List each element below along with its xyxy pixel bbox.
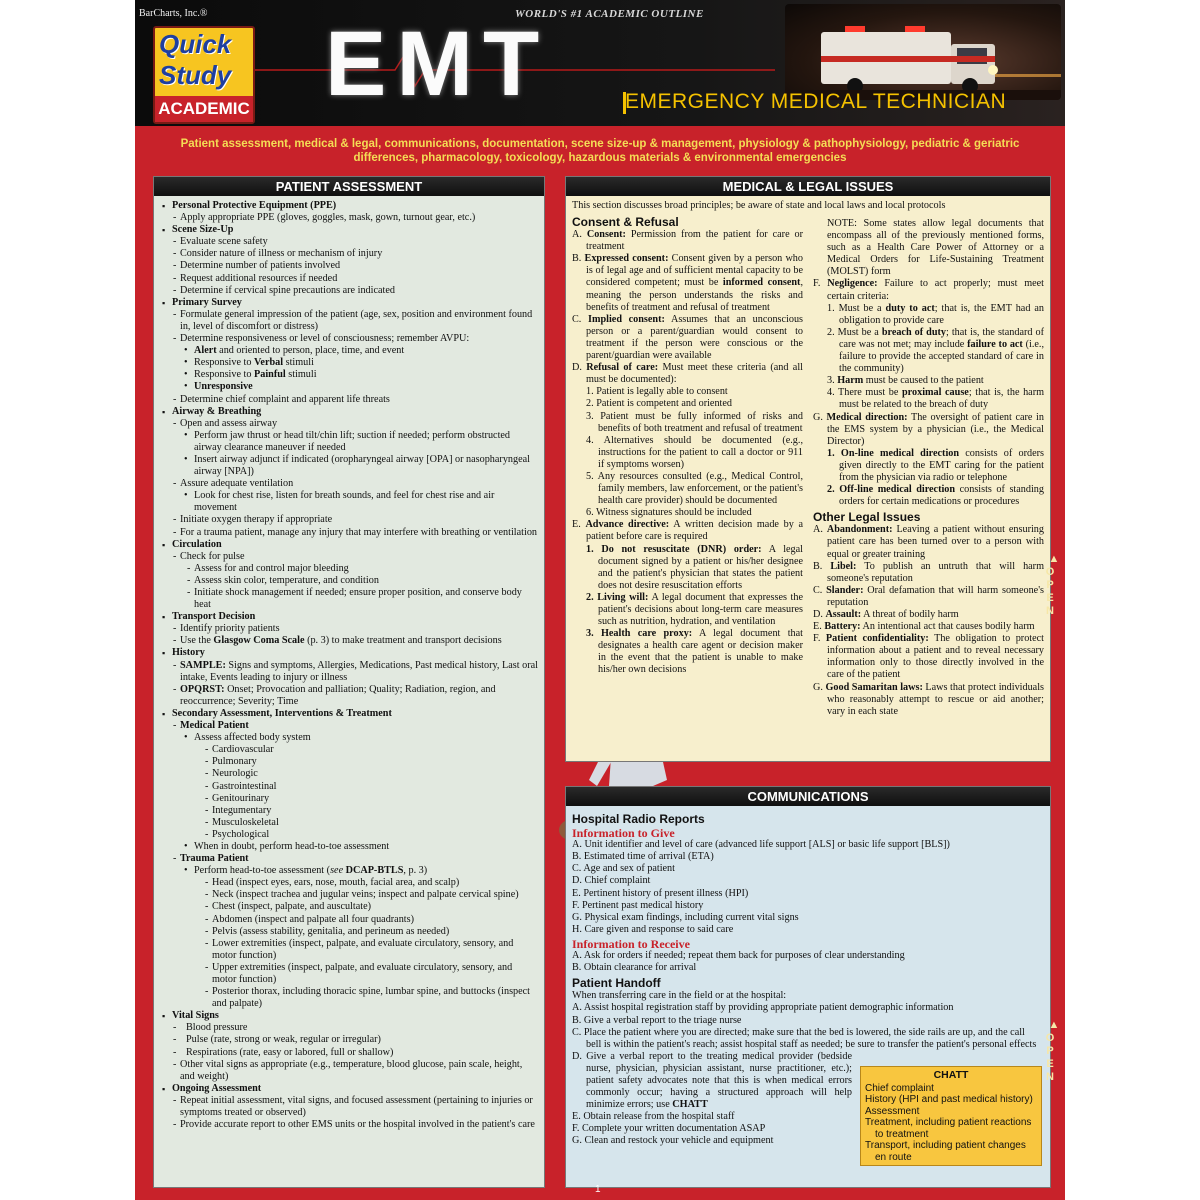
list-item: - Upper extremities (inspect, palpate, and evaluate circulatory, sensory, and motor function): [204, 962, 538, 986]
list-item: H. Care given and response to said care: [572, 923, 734, 935]
list-item: [160, 708, 538, 1010]
list-item: [813, 412, 1044, 448]
item-letter: B.: [813, 560, 823, 572]
list-item: [572, 229, 803, 253]
list-item: - Integumentary: [204, 805, 538, 817]
panel-heading: MEDICAL & LEGAL ISSUES: [566, 177, 1050, 196]
list-item: [572, 253, 803, 313]
list-item: - Consider nature of illness or mechanism of injury: [172, 248, 538, 260]
term: Libel:: [830, 560, 857, 572]
list-item: 3. Patient must be fully informed of risks and benefits of both treatment and refusal of treatment: [586, 410, 803, 434]
patient-assessment-panel: [153, 176, 545, 1188]
list-item: [813, 609, 1044, 621]
list-item: [572, 362, 803, 386]
subsection-heading: Information to Receive: [572, 936, 690, 951]
item-text: Permission from the patient for care or treatment: [586, 229, 804, 253]
list-item: [172, 853, 538, 1010]
list-item: [172, 720, 538, 853]
item-text: stimuli: [285, 369, 317, 381]
item-text: , p. 3): [403, 865, 428, 877]
item-text: The obligation to protect information about a patient and to reveal necessary information only to those directly involved in the care of the patient: [827, 633, 1044, 681]
open-label: OPEN: [1044, 1032, 1056, 1084]
item-text: stimuli: [283, 357, 314, 369]
item-text: Determine responsiveness or level of consciousness; remember AVPU:: [180, 333, 470, 345]
section-heading: Vital Signs: [172, 1010, 219, 1022]
note: NOTE: Some states allow legal documents that encompass all of the previously mentioned forms, such as a Health Care Power of Attorney or a Medical Orders for Life-Sustaining Treatment (MOLST) form: [827, 218, 1044, 278]
list-item: - Gastrointestinal: [204, 781, 538, 793]
chatt-callout: [860, 1066, 1042, 1166]
item-text: ; that is, the harm must be related to the breach of duty: [839, 387, 1045, 411]
panel-heading: COMMUNICATIONS: [566, 787, 1050, 806]
open-fold-marker: [1043, 552, 1065, 618]
list-item: - Determine number of patients involved: [172, 260, 538, 272]
list-item: • Look for chest rise, listen for breath sounds, and feel for chest rise and air movement: [180, 490, 538, 514]
list-item: - Initiate shock management if needed; ensure proper position, and conserve body heat: [186, 587, 538, 611]
section-heading: Consent & Refusal: [572, 215, 679, 229]
item-letter: E.: [813, 621, 822, 633]
list-item: - Posterior thorax, including thoracic spine, lumbar spine, and buttocks (inspect and palpate): [204, 986, 538, 1010]
item-letter: G.: [813, 411, 823, 423]
section-intro: When transferring care in the field or at the hospital:: [572, 990, 787, 1002]
list-item: [160, 224, 538, 297]
list-item: [572, 544, 803, 592]
list-item: E. Obtain release from the hospital staff: [572, 1111, 735, 1123]
term: 3. Health care proxy:: [586, 628, 693, 640]
term: Medical direction:: [826, 411, 908, 423]
item-text: Must meet these criteria (and all must be documented):: [586, 362, 803, 386]
quick-study-logo: [153, 26, 255, 124]
term: Battery:: [824, 621, 861, 633]
logo-line-academic: ACADEMIC: [155, 96, 253, 122]
list-item: F. Pertinent past medical history: [572, 899, 704, 911]
term: informed consent: [722, 277, 801, 289]
term: 1. Do not resuscitate (DNR) order:: [586, 543, 762, 555]
item-text: Check for pulse: [180, 550, 245, 562]
list-item: A. Assist hospital registration staff by providing appropriate patient demographic information: [572, 1002, 954, 1014]
list-item: [813, 682, 1044, 718]
list-item: [172, 333, 538, 393]
list-item: B. Give a verbal report to the triage nurse: [572, 1014, 742, 1026]
term: Advance directive:: [585, 519, 670, 531]
item-text: Responsive to: [194, 369, 254, 381]
item-letter: B.: [572, 253, 582, 265]
mnemonic: DCAP-BTLS: [345, 865, 404, 877]
list-item: A. Ask for orders if needed; repeat them back for purposes of clear understanding: [572, 950, 905, 962]
term: Slander:: [826, 584, 864, 596]
item-text: see: [330, 865, 344, 877]
topics-summary: Patient assessment, medical & legal, communications, documentation, scene size-up & management, physiology & pathophysiology, pediatric & geriatric differences, pharmacology, toxicology, hazardous materials & environmental emergencies: [180, 138, 1020, 164]
list-item: 4. Alternatives should be documented (e.g., instructions for the patient to call a doctor or 911 if symptoms worsen): [586, 434, 803, 470]
callout-title: CHATT: [933, 1069, 969, 1081]
item-letter: E.: [572, 519, 581, 531]
list-item: - Abdomen (inspect and palpate all four quadrants): [204, 914, 538, 926]
list-item: [572, 592, 803, 628]
item-text: , meaning the person understands the risks and benefits of treatment and refusal of treatment: [586, 277, 803, 313]
list-item: - Musculoskeletal: [204, 817, 538, 829]
item-text: consists of orders given directly to the EMT caring for the patient from the physician via radio or telephone: [839, 447, 1044, 483]
term: Abandonment:: [826, 524, 893, 536]
section-intro: This section discusses broad principles; be aware of state and local laws and local protocols: [572, 200, 946, 211]
callout-item: Treatment, including patient reactions: [865, 1117, 1032, 1128]
list-item: - Repeat initial assessment, vital signs, and focused assessment (pertaining to injuries or symptoms treated or observed): [172, 1095, 538, 1119]
list-item: [172, 660, 538, 684]
mnemonic: SAMPLE:: [180, 659, 226, 671]
list-item: - Psychological: [204, 829, 538, 841]
list-item: [160, 1010, 538, 1083]
list-item: - Formulate general impression of the patient (age, sex, position and environment found in, level of discomfort or distress): [172, 309, 538, 333]
subsection-heading: Trauma Patient: [180, 853, 249, 865]
list-item: [160, 611, 538, 647]
list-item: [813, 375, 1044, 387]
term: Assault:: [825, 609, 862, 620]
item-text: Leaving a patient without ensuring patient care has been turned over to a person with equal or greater training: [827, 524, 1044, 560]
item-text: Assumes that an unconscious person or a parent/guardian would consent to treatment if the person were conscious or the parent/guardian were available: [586, 313, 804, 362]
list-item: [813, 303, 1044, 327]
medical-legal-panel: [565, 176, 1051, 762]
list-item: [813, 278, 1044, 302]
logo-line-study: Study: [159, 60, 232, 90]
callout-item: Assessment: [865, 1105, 920, 1117]
list-item: [160, 406, 538, 539]
list-item: - Initiate oxygen therapy if appropriate: [172, 514, 538, 526]
section-heading: Patient Handoff: [572, 976, 661, 991]
section-heading: Scene Size-Up: [172, 224, 234, 236]
ambulance-photo: [785, 4, 1061, 100]
medical-legal-left-column: [572, 213, 803, 718]
term: Good Samaritan laws:: [825, 681, 923, 693]
item-letter: C.: [572, 313, 582, 325]
list-item: 1. Patient is legally able to consent: [586, 386, 728, 398]
item-text: 1. Must be a: [827, 302, 886, 314]
page-title: EMT: [325, 13, 550, 115]
list-item: [172, 684, 538, 708]
list-item: 5. Any resources consulted (e.g., Medical Control, family members, law enforcement, or the patient's health care provider) should be documented: [586, 470, 803, 507]
item-letter: D.: [572, 362, 582, 374]
list-item: B. Obtain clearance for arrival: [572, 962, 697, 974]
term: Implied consent:: [588, 313, 665, 325]
list-item: • Insert airway adjunct if indicated (oropharyngeal airway [OPA] or nasopharyngeal airway [NPA]): [180, 454, 538, 478]
item-text: A legal document signed by a patient or his/her designee and the patient's physician that states the patient does not desire resuscitation efforts: [598, 543, 804, 591]
mnemonic: OPQRST:: [180, 683, 225, 695]
list-item: - Assess for and control major bleeding: [186, 563, 538, 575]
list-item: [572, 1051, 852, 1111]
list-item: [572, 519, 803, 543]
list-item: G. Physical exam findings, including current vital signs: [572, 911, 799, 923]
item-text: Consent given by a person who is of legal age and of sufficient mental capacity to be considered competent; must be: [586, 253, 803, 289]
avpu-term: Verbal: [254, 357, 284, 369]
list-item: - Pulse (rate, strong or weak, regular or irregular): [172, 1034, 538, 1046]
list-item: [180, 345, 538, 357]
list-item: [813, 633, 1044, 681]
open-fold-marker: [1043, 1018, 1065, 1084]
list-item: - Identify priority patients: [172, 623, 538, 635]
item-text: Laws that protect individuals who reasonably attempt to rescue or aid another; vary in each state: [827, 681, 1045, 717]
list-item: [813, 561, 1044, 585]
section-heading: History: [172, 647, 205, 659]
list-item: [572, 628, 803, 676]
subsection-heading: Information to Give: [572, 826, 675, 841]
list-item: [160, 1083, 538, 1131]
header-banner: [135, 0, 1065, 126]
item-text: must be caused to the patient: [863, 375, 984, 387]
list-item: [172, 551, 538, 611]
list-item: - Lower extremities (inspect, palpate, and evaluate circulatory, sensory, and motor function): [204, 938, 538, 962]
list-item: G. Clean and restock your vehicle and equipment: [572, 1135, 774, 1147]
section-heading: Secondary Assessment, Interventions & Treatment: [172, 707, 392, 719]
item-text: 2. Must be a: [827, 326, 882, 338]
list-item: - Blood pressure: [172, 1022, 538, 1034]
term: proximal cause: [902, 387, 969, 399]
list-item: A. Unit identifier and level of care (advanced life support [ALS] or basic life support [BLS]): [572, 839, 950, 851]
list-item: [160, 539, 538, 612]
list-item: [180, 357, 538, 369]
panel-heading: PATIENT ASSESSMENT: [154, 177, 544, 196]
list-item: [180, 369, 538, 381]
list-item: - For a trauma patient, manage any injury that may interfere with breathing or ventilation: [172, 527, 538, 539]
caret-up-icon: ▲: [1048, 553, 1060, 565]
list-item: B. Estimated time of arrival (ETA): [572, 851, 714, 863]
callout-item: Transport, including patient changes: [865, 1140, 1026, 1151]
item-text: A written decision made by a patient before care is required: [586, 519, 803, 543]
section-heading: Other Legal Issues: [813, 510, 921, 525]
medical-legal-right-column: [813, 213, 1044, 718]
callout-item: Chief complaint: [865, 1082, 934, 1094]
list-item: - Determine chief complaint and apparent life threats: [172, 394, 538, 406]
list-item: - Neurologic: [204, 768, 538, 780]
item-letter: D.: [813, 609, 823, 620]
list-item: - Assess skin color, temperature, and condition: [186, 575, 538, 587]
item-letter: F.: [813, 633, 821, 645]
avpu-term: Unresponsive: [194, 381, 253, 393]
item-text: Signs and symptoms, Allergies, Medications, Past medical history, Last oral intake, Events leading to injury or illness: [180, 659, 538, 683]
item-text: ; that is, the standard of care was not met; may include: [839, 326, 1044, 350]
item-text: and oriented to person, place, time, and event: [216, 345, 405, 357]
section-heading: Ongoing Assessment: [172, 1082, 262, 1094]
list-item: - Evaluate scene safety: [172, 236, 538, 248]
list-item: - Request additional resources if needed: [172, 273, 538, 285]
list-item: [160, 647, 538, 707]
list-item: - Pulmonary: [204, 756, 538, 768]
subsection-heading: Medical Patient: [180, 720, 249, 732]
list-item: - Determine if cervical spine precautions are indicated: [172, 285, 538, 297]
term: Expressed consent:: [584, 253, 669, 265]
term: duty to act: [885, 302, 935, 314]
list-item: [813, 448, 1044, 484]
quick-study-sheet: [135, 0, 1065, 1200]
list-item: - Provide accurate report to other EMS units or the hospital involved in the patient's care: [172, 1119, 538, 1131]
term: CHATT: [672, 1099, 708, 1111]
avpu-term: Alert: [194, 345, 217, 357]
item-text: consists of standing orders for certain medications or procedures: [839, 484, 1044, 508]
item-text: Oral defamation that will harm someone's reputation: [827, 584, 1045, 608]
term: Consent:: [586, 229, 626, 241]
list-item: E. Pertinent history of present illness (HPI): [572, 887, 749, 899]
list-item: [813, 484, 1044, 508]
caret-up-icon: ▲: [1048, 1019, 1060, 1031]
item-text: Responsive to: [194, 357, 254, 369]
list-item: [172, 635, 538, 647]
list-item: - Pelvis (assess stability, genitalia, and perineum as needed): [204, 926, 538, 938]
item-text: D. Give a verbal report to the treating medical provider (bedside nurse, physician, physician assistant, nurse practitioner, etc.); patient safety advocates note that this is when medical errors commonly occur; having a structured approach will help minimize errors; use: [572, 1050, 852, 1111]
item-text: 4. There must be: [827, 387, 903, 399]
list-item: [160, 297, 538, 406]
ambulance-icon: [785, 4, 1061, 100]
item-text: Open and assess airway: [180, 417, 278, 429]
item-text: An intentional act that causes bodily harm: [860, 621, 1035, 633]
list-item: [180, 381, 538, 393]
item-letter: F.: [813, 278, 821, 290]
avpu-term: Painful: [254, 369, 286, 381]
list-item: [180, 732, 538, 841]
term: Harm: [837, 375, 864, 387]
list-item: • When in doubt, perform head-to-toe assessment: [180, 841, 538, 853]
item-text: ; that is, the EMT had an obligation to provide care: [839, 302, 1044, 326]
list-item: [172, 478, 538, 514]
list-item: - Head (inspect eyes, ears, nose, mouth, facial area, and scalp): [204, 877, 538, 889]
publisher-name: BarCharts, Inc.®: [139, 8, 208, 19]
item-text: Assess affected body system: [194, 732, 311, 744]
item-letter: A.: [572, 229, 582, 241]
section-heading: Primary Survey: [172, 296, 242, 308]
item-text: A legal document that expresses the patient's decisions about long-term care measures such as nutrition, hydration, and ventilation: [598, 591, 803, 628]
gcs-term: Glasgow Coma Scale: [213, 635, 305, 647]
list-item: [572, 314, 803, 362]
list-item: - Cardiovascular: [204, 744, 538, 756]
callout-item: History (HPI and past medical history): [865, 1094, 1033, 1105]
list-item: - Chest (inspect, palpate, and auscultate): [204, 901, 538, 913]
list-item: • Perform jaw thrust or head tilt/chin lift; suction if needed; perform obstructed airway clearance maneuver if needed: [180, 430, 538, 454]
list-item: [180, 865, 538, 1010]
list-item: [813, 585, 1044, 609]
logo-line-quick: Quick: [159, 29, 232, 59]
section-heading: Airway & Breathing: [172, 405, 262, 417]
item-text: Use the: [180, 635, 214, 647]
item-text: A threat of bodily harm: [861, 609, 959, 620]
item-text: (p. 3) to make treatment and transport decisions: [304, 635, 502, 647]
term: 2. Off-line medical direction: [827, 484, 956, 496]
section-heading: Hospital Radio Reports: [572, 812, 705, 826]
list-item: F. Complete your written documentation ASAP: [572, 1123, 766, 1135]
item-text: (i.e., failure to provide the accepted standard of care in the community): [839, 338, 1044, 375]
item-text: Failure to act properly; must meet certain criteria:: [827, 278, 1045, 302]
list-item: - Apply appropriate PPE (gloves, goggles, mask, gown, turnout gear, etc.): [172, 212, 538, 224]
term: failure to act: [967, 338, 1023, 350]
list-item: - Respirations (rate, easy or labored, full or shallow): [172, 1047, 538, 1059]
item-text: Onset; Provocation and palliation; Quality; Radiation, region, and reoccurrence; Severity; Time: [180, 683, 496, 707]
list-item: 2. Patient is competent and oriented: [586, 398, 732, 410]
open-label: OPEN: [1044, 566, 1056, 618]
page-subtitle: EMERGENCY MEDICAL TECHNICIAN: [625, 90, 1007, 113]
item-letter: G.: [813, 681, 823, 693]
list-item: 6. Witness signatures should be included: [586, 507, 752, 519]
item-text: To publish an untruth that will harm someone's reputation: [827, 560, 1044, 584]
list-item: D. Chief complaint: [572, 875, 651, 887]
list-item: [813, 387, 1044, 411]
term: 2. Living will:: [586, 591, 649, 603]
section-heading: Circulation: [172, 538, 222, 550]
tagline: WORLD'S #1 ACADEMIC OUTLINE: [515, 8, 704, 20]
item-text: Assure adequate ventilation: [180, 478, 294, 490]
list-item: [172, 418, 538, 478]
list-item: [813, 327, 1044, 375]
item-text: Perform head-to-toe assessment (: [194, 865, 331, 877]
callout-item: en route: [875, 1151, 912, 1163]
term: Patient confidentiality:: [825, 633, 929, 645]
item-text: 3.: [827, 375, 838, 387]
list-item: [160, 200, 538, 224]
term: breach of duty: [881, 326, 946, 338]
list-item: - Neck (inspect trachea and jugular veins; inspect and palpate cervical spine): [204, 889, 538, 901]
list-item: C. Place the patient where you are directed; make sure that the bed is lowered, the side rails are up, and the call bell is within the patient's reach; assist hospital staff as needed; be sure to transfer the patient's personal effects: [572, 1026, 1037, 1050]
term: 1. On-line medical direction: [827, 447, 960, 459]
item-text: A legal document that designates a health care agent or decision maker in the event that the patient is unable to make his/her own decisions: [598, 628, 803, 676]
page-number: 1: [595, 1184, 601, 1195]
callout-item: to treatment: [875, 1128, 929, 1140]
section-heading: Personal Protective Equipment (PPE): [172, 200, 337, 211]
list-item: - Other vital signs as appropriate (e.g., temperature, blood glucose, pain scale, height, and weight): [172, 1059, 538, 1083]
term: Refusal of care:: [586, 362, 659, 374]
item-letter: C.: [813, 584, 823, 596]
section-heading: Transport Decision: [172, 611, 256, 623]
item-letter: A.: [813, 524, 823, 536]
item-text: The oversight of patient care in the EMS system by a physician (i.e., the Medical Director): [827, 411, 1044, 447]
term: Negligence:: [827, 278, 878, 290]
list-item: C. Age and sex of patient: [572, 863, 675, 875]
list-item: - Genitourinary: [204, 793, 538, 805]
list-item: [813, 621, 1044, 633]
list-item: [813, 524, 1044, 560]
